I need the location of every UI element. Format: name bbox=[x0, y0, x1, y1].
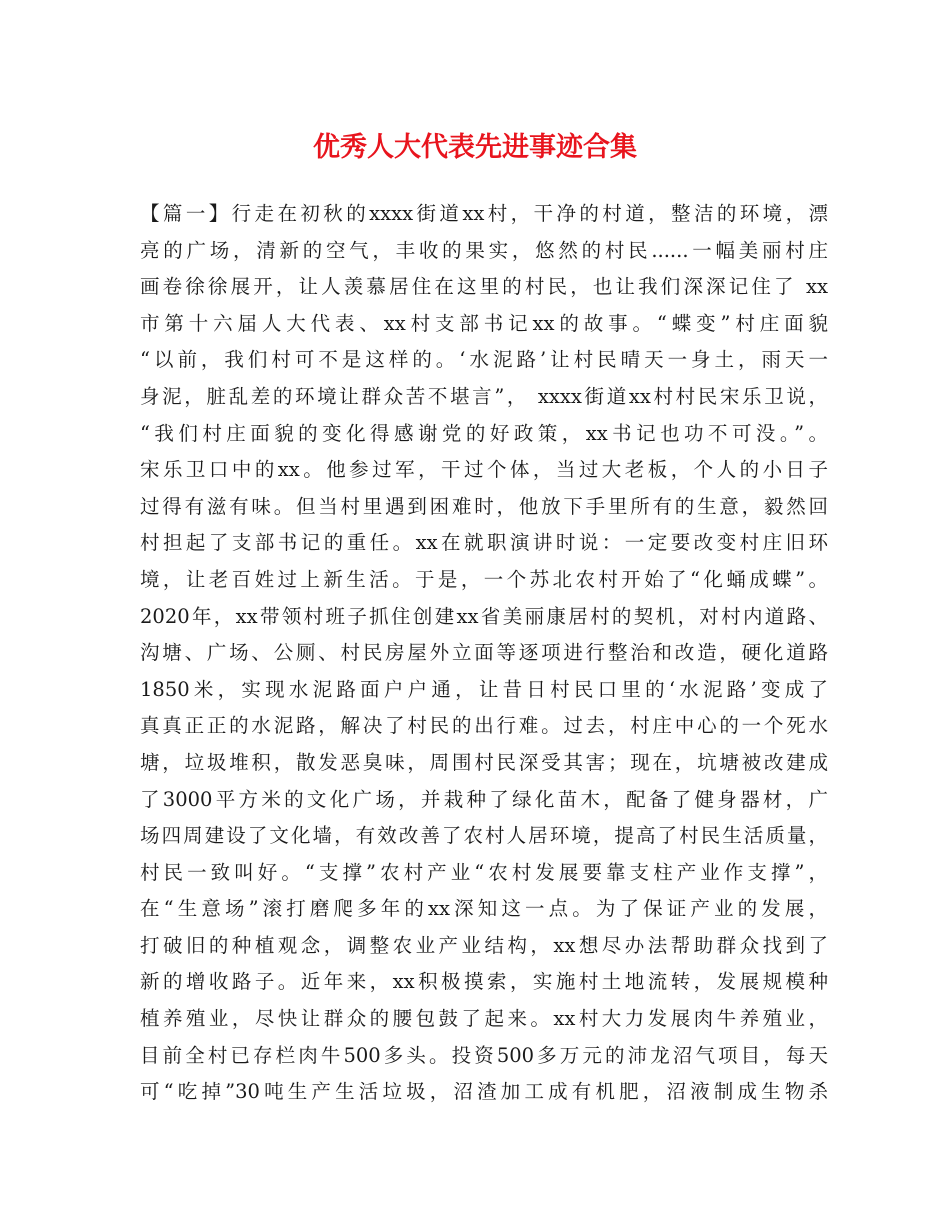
document-body bbox=[140, 196, 828, 1111]
body-line: 场四周建设了文化墙，有效改善了农村人居环境，提高了村民生活质量， bbox=[140, 824, 828, 848]
body-line: 在“生意场”滚打磨爬多年的xx深知这一点。为了保证产业的发展， bbox=[140, 897, 828, 921]
body-line: 可“吃掉”30吨生产生活垃圾，沼渣加工成有机肥，沼液制成生物杀 bbox=[140, 1080, 828, 1104]
body-line: 村民一致叫好。“支撑”农村产业“农村发展要靠支柱产业作支撑”， bbox=[140, 860, 828, 884]
body-line: 植养殖业，尽快让群众的腰包鼓了起来。xx村大力发展肉牛养殖业， bbox=[140, 1007, 828, 1031]
body-line: 1850米，实现水泥路面户户通，让昔日村民口里的‘水泥路’变成了 bbox=[140, 677, 828, 701]
body-line: “以前，我们村可不是这样的。‘水泥路’让村民晴天一身土，雨天一 bbox=[140, 348, 828, 372]
body-line: 沟塘、广场、公厕、村民房屋外立面等逐项进行整治和改造，硬化道路 bbox=[140, 641, 828, 665]
body-line: 宋乐卫口中的xx。他参过军，干过个体，当过大老板，个人的小日子 bbox=[140, 458, 828, 482]
document-title: 优秀人大代表先进事迹合集 bbox=[313, 132, 637, 163]
body-line: “我们村庄面貌的变化得感谢党的好政策，xx书记也功不可没。”。 bbox=[140, 421, 828, 445]
body-line: 2020年，xx带领村班子抓住创建xx省美丽康居村的契机，对村内道路、 bbox=[140, 604, 828, 628]
body-line: 村担起了支部书记的重任。xx在就职演讲时说：一定要改变村庄旧环 bbox=[140, 531, 828, 555]
body-line: 身泥，脏乱差的环境让群众苦不堪言”， xxxx街道xx村村民宋乐卫说， bbox=[140, 384, 828, 408]
body-line: 亮的广场，清新的空气，丰收的果实，悠然的村民......一幅美丽村庄 bbox=[140, 238, 828, 262]
body-line: 境，让老百姓过上新生活。于是，一个苏北农村开始了“化蛹成蝶”。 bbox=[140, 567, 828, 591]
body-line: 新的增收路子。近年来，xx积极摸索，实施村土地流转，发展规模种 bbox=[140, 970, 828, 994]
body-line: 了3000平方米的文化广场，并栽种了绿化苗木，配备了健身器材，广 bbox=[140, 787, 828, 811]
body-line: 打破旧的种植观念，调整农业产业结构，xx想尽办法帮助群众找到了 bbox=[140, 933, 828, 957]
body-line: 市第十六届人大代表、xx村支部书记xx的故事。“蝶变”村庄面貌 bbox=[140, 311, 828, 335]
body-line: 塘，垃圾堆积，散发恶臭味，周围村民深受其害；现在，坑塘被改建成 bbox=[140, 750, 828, 774]
body-line: 真真正正的水泥路，解决了村民的出行难。过去，村庄中心的一个死水 bbox=[140, 714, 828, 738]
body-line: 过得有滋有味。但当村里遇到困难时，他放下手里所有的生意，毅然回 bbox=[140, 494, 828, 518]
body-line: 【篇一】行走在初秋的xxxx街道xx村，干净的村道，整洁的环境，漂 bbox=[140, 202, 828, 225]
body-line: 目前全村已存栏肉牛500多头。投资500多万元的沛龙沼气项目，每天 bbox=[140, 1043, 828, 1067]
body-line: 画卷徐徐展开，让人羡慕居住在这里的村民，也让我们深深记住了 xx bbox=[140, 275, 828, 299]
